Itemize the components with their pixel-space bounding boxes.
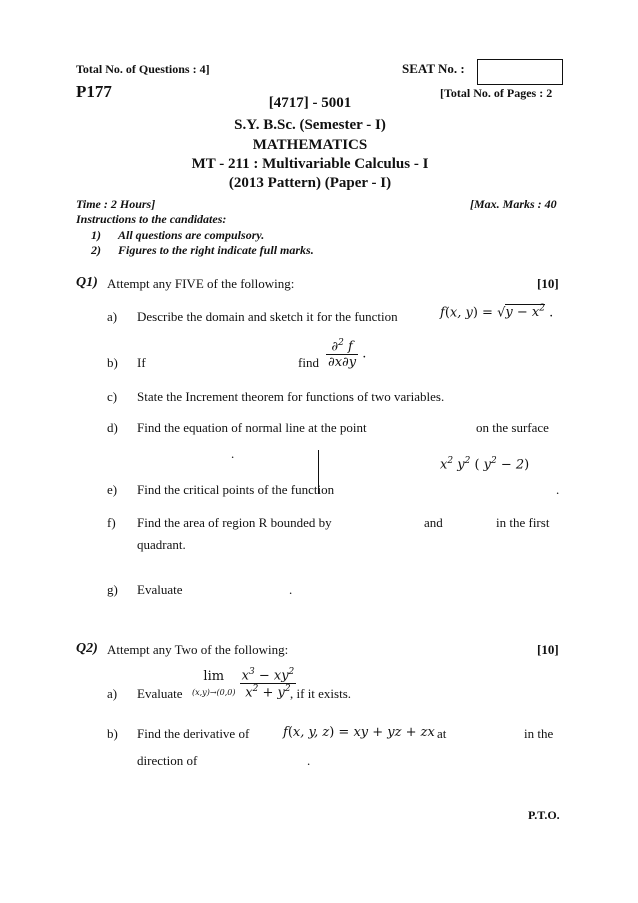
seat-label: SEAT No. : — [402, 61, 465, 76]
q1a-formula: f(x, $y) = √y - x^2$ . — [440, 304, 554, 321]
q1-label: Q1) — [76, 275, 98, 290]
q1e-formula: $x^2$ $y^2$ ( $y^2 - 2$) — [440, 456, 530, 473]
q2-label: Q2) — [76, 641, 98, 656]
time-label: Time : 2 Hours] — [76, 197, 156, 211]
q1b-find: find — [298, 355, 319, 370]
q2b-text: Find the derivative of — [137, 726, 250, 741]
q1g-text: Evaluate — [137, 582, 183, 597]
instruction-text: Figures to the right indicate full marks. — [118, 243, 314, 257]
exam-code: [4717] - 5001 — [268, 95, 352, 111]
paper-code: P177 — [76, 82, 112, 101]
instruction-num: 1) — [91, 228, 101, 242]
instructions-heading: Instructions to the candidates: — [76, 212, 227, 226]
q2b-at: at — [437, 726, 447, 741]
q2a-text: Evaluate — [137, 686, 183, 701]
q1g-num: g) — [107, 582, 118, 597]
q1b-text: If — [137, 355, 146, 370]
q1c-text: State the Increment theorem for functions of two variables. — [137, 389, 445, 404]
q1d-num: d) — [107, 420, 118, 435]
pto-label: P.T.O. — [528, 808, 560, 822]
total-questions: Total No. of Questions : 4] — [76, 62, 210, 76]
instruction-num: 2) — [91, 243, 101, 257]
q1f-tail: in the first — [496, 515, 550, 530]
total-pages: [Total No. of Pages : 2 — [440, 86, 553, 100]
q1b-num: b) — [107, 355, 118, 370]
q1f-line2: quadrant. — [137, 537, 186, 552]
marks-label: [Max. Marks : 40 — [470, 197, 557, 211]
q1d-text: Find the equation of normal line at the point — [137, 420, 367, 435]
q2-text: Attempt any Two of the following: — [107, 642, 289, 657]
q1e-num: e) — [107, 482, 118, 497]
q2-marks: [10] — [537, 642, 559, 657]
q1a-text: Describe the domain and sketch it for the function — [137, 309, 398, 324]
paper-title: MT - 211 : Multivariable Calculus - I — [191, 156, 429, 172]
q1f-num: f) — [107, 515, 116, 530]
q2b-tail: in the — [524, 726, 554, 741]
q1d-tail: on the surface — [476, 420, 549, 435]
q2a-num: a) — [107, 686, 118, 701]
seat-number-box — [477, 59, 563, 85]
q2b-formula: f(x, y, z) = xy + yz + zx — [283, 725, 435, 740]
q2b-period: . — [307, 753, 311, 768]
q2a-limit: lim (x,y)→(0,0) $\frac{x^3 - xy^2}{x^2 + y^2}$ — [192, 667, 295, 701]
q1g-period: . — [289, 582, 293, 597]
q1-text: Attempt any FIVE of the following: — [107, 276, 295, 291]
q2a-tail: , if it exists. — [290, 686, 352, 701]
q1f-text: Find the area of region R bounded by — [137, 515, 332, 530]
q1d-period: . — [231, 446, 235, 461]
instruction-text: All questions are compulsory. — [118, 228, 265, 242]
course-title: S.Y. B.Sc. (Semester - I) — [234, 117, 386, 133]
pattern-title: (2013 Pattern) (Paper - I) — [228, 175, 392, 191]
q1a-num: a) — [107, 309, 118, 324]
subject-title: MATHEMATICS — [252, 137, 368, 153]
q1c-num: c) — [107, 389, 118, 404]
q1f-and: and — [424, 515, 443, 530]
q2b-num: b) — [107, 726, 118, 741]
q1b-derivative: $\frac{\partial^2 f}{\partial x\partial y}$ . — [328, 338, 367, 371]
q1e-text: Find the critical points of the function — [137, 482, 335, 497]
q2b-line2: direction of — [137, 753, 198, 768]
q1e-period: . — [556, 482, 560, 497]
q1-marks: [10] — [537, 276, 559, 291]
